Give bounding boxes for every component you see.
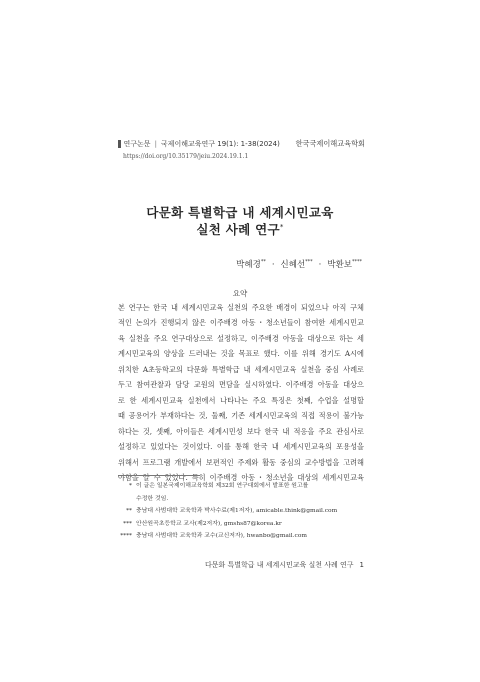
author-list: [236, 258, 362, 270]
abstract-line: 때 공용어가 부재하다는 것, 둘째, 기존 세계시민교육의 직접 적용이 불가능: [118, 411, 364, 421]
author-mark: ***: [305, 259, 313, 266]
footnote-item: [118, 518, 368, 531]
footnote-item: [118, 505, 368, 518]
paper-title-line1: 다문화 특별학급 내 세계시민교육: [146, 205, 334, 220]
footnote-mark: **: [126, 508, 132, 515]
footnote-text: 이 글은 일본국제이해교육학회 제32회 연구대회에서 발표한 원고를: [136, 483, 309, 489]
doi-link[interactable]: https://doi.org/10.35179/jeiu.2024.19.1.1: [123, 153, 249, 160]
abstract-line: 위해서 프로그램 개발에서 보편적인 주제와 활동 중심의 교수방법을 고려해: [118, 457, 364, 467]
abstract-line: 설정하고 있었다는 것이었다. 이를 통해 한국 내 세계시민교육의 포용성을: [118, 442, 364, 452]
paper-title-text: 실천 사례 연구: [196, 222, 280, 237]
publisher-name: 한국국제이해교육학회: [295, 139, 365, 148]
running-footer: [205, 560, 364, 570]
article-type: 연구논문: [123, 140, 151, 148]
author-separator: ·: [318, 260, 322, 270]
header-bar-marker: [118, 140, 121, 148]
footnote-divider: [118, 475, 200, 476]
paper-title-line2: [0, 220, 480, 238]
abstract-line: 계시민교육의 양상을 드러내는 것을 목표로 했다. 이를 위해 경기도 A시에: [118, 349, 364, 359]
footnote-mark: *: [129, 483, 132, 489]
header-separator: |: [154, 140, 157, 148]
footnote-item: [118, 480, 368, 493]
author-name: 박환보: [327, 260, 352, 270]
author-name: 신혜선: [280, 260, 306, 270]
footnote-item: [118, 530, 368, 543]
abstract-line: 야함을 알 수 있었다. 특히 이주배경 아동・청소년을 대상의 세계시민교육: [118, 472, 364, 482]
journal-header: [118, 139, 365, 149]
journal-citation: 국제이해교육연구 19(1): 1-38(2024): [160, 140, 280, 148]
abstract-line: 육 실천을 주요 연구대상으로 설정하고, 이주배경 아동을 대상으로 하는 세: [118, 333, 364, 343]
footnote-mark: ***: [123, 520, 132, 527]
footnote-mark: ****: [120, 533, 132, 540]
abstract-line: 하다는 것, 셋째, 아이들은 세계시민성 보다 한국 내 적응을 주요 관심사로: [118, 426, 364, 436]
footnotes: [118, 480, 368, 543]
abstract-body: [118, 300, 364, 485]
title-footnote-mark: *: [279, 222, 284, 231]
footnote-text: 충남대 사범대학 교육학과 교수(교신저자), hwanbo@gmail.com: [136, 533, 307, 540]
author-mark: **: [260, 259, 266, 266]
footnote-continuation: 수정한 것임.: [136, 495, 169, 502]
author-separator: ·: [271, 260, 275, 270]
page-number: 1: [359, 561, 364, 569]
abstract-line: 본 연구는 한국 내 세계시민교육 실천의 주요한 배경이 되었으나 아직 구체: [118, 303, 364, 312]
footnote-text: 안산원곡초등학교 교사(제2저자), gmshs87@korea.kr: [136, 520, 282, 527]
journal-info: [118, 139, 280, 149]
abstract-line: 두고 참여관찰과 담당 교원의 면담을 실시하였다. 이주배경 아동을 대상으: [118, 380, 364, 390]
footnote-text: 충남대 사범대학 교육학과 박사수료(제1저자), amicable.think@gmail.com: [136, 508, 338, 515]
running-title: 다문화 특별학급 내 세계시민교육 실천 사례 연구: [204, 561, 354, 569]
author-mark: ****: [352, 259, 362, 266]
author-name: 박혜경: [236, 260, 261, 270]
abstract-line: 적인 논의가 진행되지 않은 이주배경 아동・청소년들이 참여한 세계시민교: [118, 318, 364, 328]
abstract-heading: 요약: [232, 289, 248, 298]
abstract-line: 로 한 세계시민교육 실천에서 나타나는 주요 특징은 첫째, 수업을 설명할: [118, 395, 364, 405]
abstract-line: 위치한 A초등학교의 다문화 특별학급 내 세계시민교육 실천을 중심 사례로: [118, 364, 364, 374]
